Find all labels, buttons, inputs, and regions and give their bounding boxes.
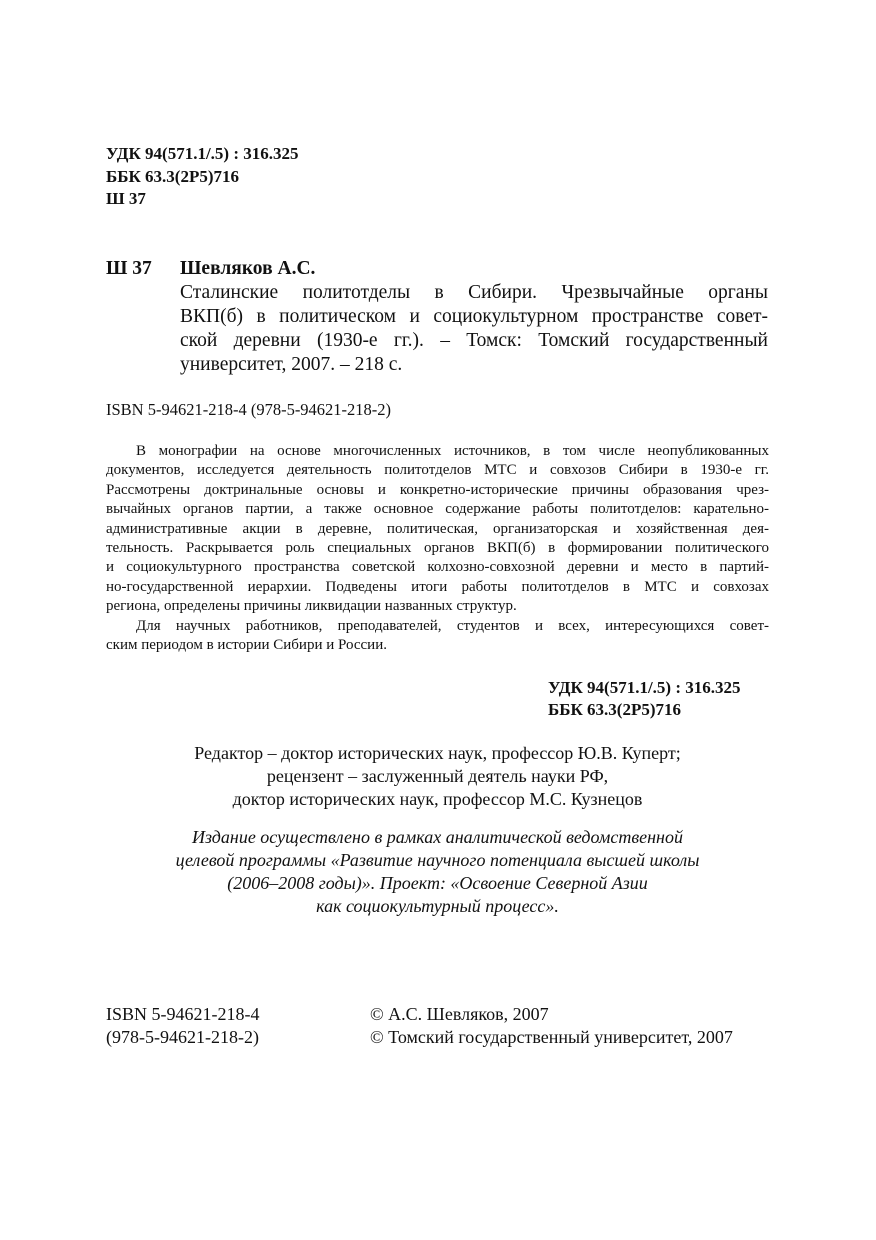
abstract-line: тельность. Раскрывается роль специальных органов ВКП(б) в формировании политического (106, 540, 769, 557)
udk-code: УДК 94(571.1/.5) : 316.325 (106, 144, 299, 163)
credits-line: доктор исторических наук, профессор М.С. Кузнецов (232, 789, 643, 809)
bbk-code: ББК 63.3(2Р5)716 (548, 699, 682, 719)
abstract-line: Рассмотрены доктринальные основы и конкретно-исторические причины образования чрез- (106, 481, 769, 498)
catalog-description-line: Сталинские политотделы в Сибири. Чрезвычайные органы (180, 282, 768, 303)
footer-isbn-line: ISBN 5-94621-218-4 (106, 1004, 260, 1024)
abstract-line: В монографии на основе многочисленных источников, в том числе неопубликованных (136, 443, 769, 459)
abstract-line: но-государственной иерархии. Подведены итоги работы политотделов в МТС и совхозах (106, 578, 769, 595)
udk-code: УДК 94(571.1/.5) : 316.325 (548, 678, 741, 697)
credits-line: рецензент – заслуженный деятель науки РФ, (266, 766, 609, 786)
abstract-line: документов, исследуется деятельность политотделов МТС и совхозов Сибири в 1930-е гг. (106, 462, 769, 479)
abstract-line: административные акции в деревне, политическая, организаторская и хозяйственная дея- (106, 520, 769, 537)
footer-copyright (370, 1003, 733, 1048)
funding-line: Издание осуществлено в рамках аналитической ведомственной (192, 827, 683, 847)
catalog-author-sign: Ш 37 (106, 258, 152, 279)
catalog-description (180, 281, 768, 377)
funding-line: как социокультурный процесс». (316, 896, 559, 916)
credits (106, 742, 769, 811)
catalog-description-line: ской деревни (1930-е гг.). – Томск: Томский государственный (180, 330, 768, 351)
abstract (106, 442, 769, 655)
copyright-line: © А.С. Шевляков, 2007 (370, 1004, 549, 1024)
abstract-line: региона, определены причины ликвидации названных структур. (106, 598, 517, 615)
copyright-line: © Томский государственный университет, 2007 (370, 1026, 733, 1047)
funding-line: целевой программы «Развитие научного потенциала высшей школы (175, 850, 700, 870)
abstract-line: Для научных работников, преподавателей, студентов и всех, интересующихся совет- (136, 617, 769, 634)
abstract-line: ским периодом в истории Сибири и России. (106, 637, 387, 654)
credits-line: Редактор – доктор исторических наук, профессор Ю.В. Куперт; (194, 743, 681, 763)
abstract-line: вычайных органов партии, а также основное содержание работы политотделов: карательно- (106, 501, 769, 518)
footer-isbn-line: (978-5-94621-218-2) (106, 1026, 259, 1047)
catalog-description-line: ВКП(б) в политическом и социокультурном пространстве совет- (180, 306, 768, 327)
bottom-classification (548, 677, 741, 721)
bbk-code: ББК 63.3(2Р5)716 (106, 166, 240, 186)
author-sign: Ш 37 (106, 189, 146, 208)
funding-line: (2006–2008 годы)». Проект: «Освоение Северной Азии (227, 873, 648, 893)
footer-isbn (106, 1003, 260, 1048)
funding-note (106, 826, 769, 918)
top-classification (106, 143, 299, 211)
abstract-line: и социокультурного пространства советской колхозно-совхозной деревни и место в партий- (106, 559, 769, 576)
catalog-author: Шевляков А.С. (180, 258, 316, 279)
isbn-line: ISBN 5-94621-218-4 (978-5-94621-218-2) (106, 400, 392, 419)
catalog-description-line: университет, 2007. – 218 с. (180, 354, 403, 375)
